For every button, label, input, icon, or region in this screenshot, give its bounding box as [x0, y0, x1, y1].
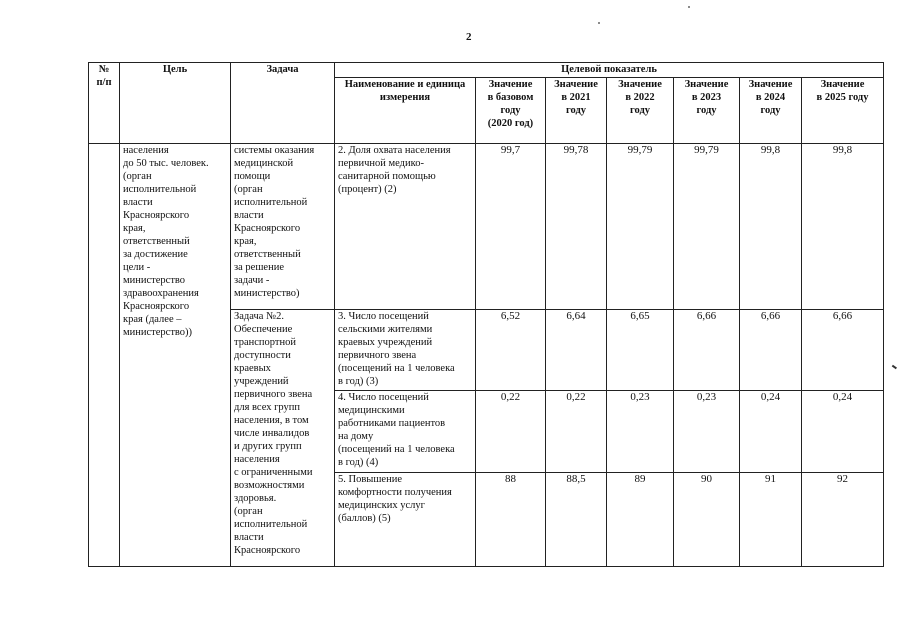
scan-artifact-dot — [688, 6, 690, 8]
value-2025: 92 — [802, 473, 884, 567]
header-2021: Значение в 2021 году — [546, 78, 607, 144]
scan-artifact-dot — [598, 22, 600, 24]
task-cell: системы оказания медицинской помощи (орган исполнительной власти Красноярского края, ответственный за решение задачи - министерство) — [231, 144, 335, 310]
value-2024: 6,66 — [740, 310, 802, 391]
page-number: 2 — [466, 31, 472, 43]
value-2023: 6,66 — [674, 310, 740, 391]
value-base: 88 — [476, 473, 546, 567]
header-task: Задача — [231, 63, 335, 144]
value-base: 6,52 — [476, 310, 546, 391]
value-base: 0,22 — [476, 391, 546, 473]
value-2022: 89 — [607, 473, 674, 567]
value-2022: 6,65 — [607, 310, 674, 391]
value-2025: 0,24 — [802, 391, 884, 473]
value-2022: 99,79 — [607, 144, 674, 310]
value-2024: 91 — [740, 473, 802, 567]
value-base: 99,7 — [476, 144, 546, 310]
indicator-name: 4. Число посещений медицинскими работниками пациентов на дому (посещений на 1 человека в год) (4) — [335, 391, 476, 473]
value-2024: 99,8 — [740, 144, 802, 310]
task-cell: Задача №2. Обеспечение транспортной доступности краевых учреждений первичного звена для всех групп населения, в том числе инвалидов и других групп населения с ограниченными возможностями здоровья. (орган исполнительной власти Красноярского — [231, 310, 335, 567]
value-2021: 88,5 — [546, 473, 607, 567]
value-2025: 6,66 — [802, 310, 884, 391]
value-2024: 0,24 — [740, 391, 802, 473]
value-2022: 0,23 — [607, 391, 674, 473]
header-2024: Значение в 2024 году — [740, 78, 802, 144]
header-num: № п/п — [89, 63, 120, 144]
header-indicator-name: Наименование и единица измерения — [335, 78, 476, 144]
header-2023: Значение в 2023 году — [674, 78, 740, 144]
value-2023: 0,23 — [674, 391, 740, 473]
target-indicators-table — [88, 62, 884, 567]
value-2025: 99,8 — [802, 144, 884, 310]
value-2023: 99,79 — [674, 144, 740, 310]
goal-cell: населения до 50 тыс. человек. (орган исполнительной власти Красноярского края, ответственный за достижение цели - министерство здравоохранения Красноярского края (далее – министерство)) — [120, 144, 231, 567]
value-2021: 0,22 — [546, 391, 607, 473]
indicator-name: 2. Доля охвата населения первичной медико- санитарной помощью (процент) (2) — [335, 144, 476, 310]
header-target-indicator: Целевой показатель — [335, 63, 884, 78]
indicator-name: 5. Повышение комфортности получения медицинских услуг (баллов) (5) — [335, 473, 476, 567]
scan-artifact-mark — [892, 365, 897, 369]
table-row — [89, 144, 884, 310]
value-2021: 99,78 — [546, 144, 607, 310]
value-2023: 90 — [674, 473, 740, 567]
value-2021: 6,64 — [546, 310, 607, 391]
header-base-year: Значение в базовом году (2020 год) — [476, 78, 546, 144]
indicator-name: 3. Число посещений сельскими жителями краевых учреждений первичного звена (посещений на 1 человека в год) (3) — [335, 310, 476, 391]
header-2025: Значение в 2025 году — [802, 78, 884, 144]
header-2022: Значение в 2022 году — [607, 78, 674, 144]
row-num-cell — [89, 144, 120, 567]
header-goal: Цель — [120, 63, 231, 144]
